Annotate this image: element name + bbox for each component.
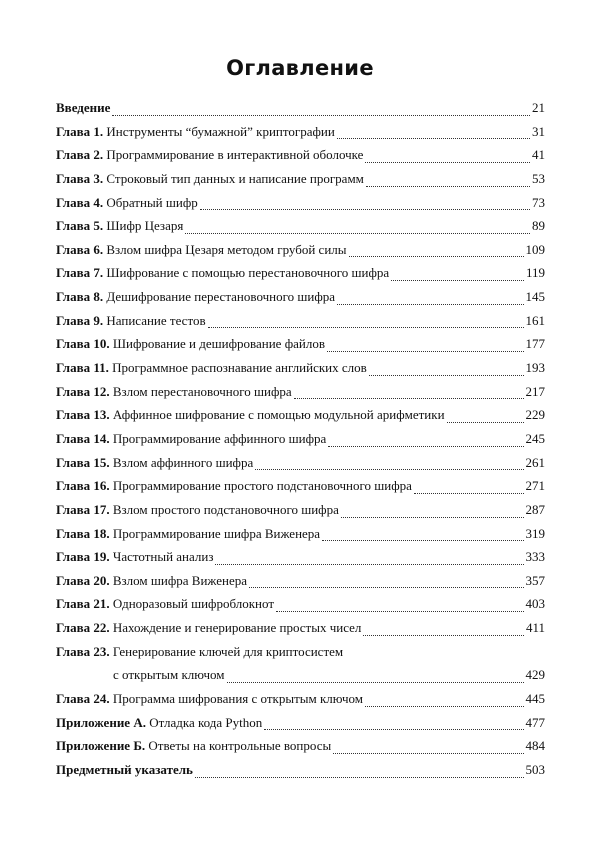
dot-leader bbox=[337, 138, 530, 139]
toc-entry-page: 109 bbox=[525, 241, 545, 257]
toc-entry-label bbox=[56, 356, 367, 380]
dot-leader bbox=[200, 209, 530, 210]
toc-entry-prefix: Глава 22. bbox=[56, 620, 110, 636]
toc-entry-prefix: Глава 1. bbox=[56, 123, 104, 139]
toc-entry-prefix: Глава 23. bbox=[56, 643, 110, 659]
dot-leader bbox=[363, 635, 524, 636]
toc-entry-prefix: Глава 8. bbox=[56, 289, 104, 305]
toc-entry-label bbox=[56, 285, 335, 309]
toc-entry[interactable] bbox=[56, 734, 545, 758]
toc-entry-title: Ответы на контрольные вопросы bbox=[148, 738, 332, 754]
toc-entry-label bbox=[56, 711, 262, 735]
toc-entry-page: 287 bbox=[525, 501, 545, 517]
toc-entry[interactable] bbox=[56, 616, 545, 640]
toc-entry[interactable] bbox=[56, 214, 545, 238]
toc-entry-prefix: Глава 16. bbox=[56, 478, 110, 494]
toc-entry-label bbox=[56, 592, 274, 616]
toc-entry-title: Генерирование ключей для криптосистем bbox=[112, 643, 344, 659]
toc-entry-page: 245 bbox=[525, 430, 545, 446]
dot-leader bbox=[322, 540, 523, 541]
toc-entry-prefix: Глава 12. bbox=[56, 383, 110, 399]
toc-entry-page: 217 bbox=[525, 383, 545, 399]
toc-entry-page: 445 bbox=[525, 691, 545, 707]
toc-entry-label bbox=[56, 380, 292, 404]
toc-entry-title: Инструменты “бумажной” криптографии bbox=[106, 123, 335, 139]
toc-entry-title: Взлом шифра Цезаря методом грубой силы bbox=[106, 241, 347, 257]
toc-entry[interactable] bbox=[56, 120, 545, 144]
toc-entry[interactable] bbox=[56, 191, 545, 215]
toc-entry-page: 177 bbox=[525, 336, 545, 352]
toc-entry[interactable] bbox=[56, 758, 545, 782]
dot-leader bbox=[447, 422, 524, 423]
toc-entry-page: 261 bbox=[525, 454, 545, 470]
toc-entry-page: 357 bbox=[525, 572, 545, 588]
toc-entry-title: Написание тестов bbox=[106, 312, 206, 328]
toc-entry-prefix: Глава 4. bbox=[56, 194, 104, 210]
toc-entry-title-continued: с открытым ключом bbox=[113, 667, 225, 683]
toc-entry[interactable] bbox=[56, 309, 545, 333]
toc-entry-page: 271 bbox=[525, 478, 545, 494]
toc-entry-label bbox=[56, 143, 363, 167]
toc-entry-prefix: Глава 3. bbox=[56, 170, 104, 186]
toc-entry-title: Программа шифрования с открытым ключом bbox=[112, 691, 364, 707]
toc-entry-page: 193 bbox=[525, 360, 545, 376]
toc-entry-page: 403 bbox=[525, 596, 545, 612]
toc-entry-page: 484 bbox=[525, 738, 545, 754]
toc-entry-page: 73 bbox=[532, 194, 545, 210]
toc-entry-label bbox=[56, 403, 445, 427]
toc-entry-prefix: Глава 17. bbox=[56, 501, 110, 517]
toc-entry-title: Взлом шифра Виженера bbox=[112, 572, 248, 588]
toc-entry-prefix: Глава 24. bbox=[56, 691, 110, 707]
dot-leader bbox=[294, 398, 524, 399]
toc-entry-page: 161 bbox=[525, 312, 545, 328]
toc-entry-prefix: Глава 15. bbox=[56, 454, 110, 470]
toc-entry[interactable] bbox=[56, 143, 545, 167]
toc-entry-label bbox=[56, 498, 339, 522]
dot-leader bbox=[276, 611, 523, 612]
toc-entry[interactable] bbox=[56, 451, 545, 475]
dot-leader bbox=[227, 682, 524, 683]
toc-entry-prefix: Введение bbox=[56, 100, 111, 115]
toc-entry[interactable] bbox=[56, 711, 545, 735]
toc-entry-label bbox=[56, 96, 110, 120]
toc-entry-page: 429 bbox=[525, 667, 545, 683]
toc-entry-label bbox=[56, 309, 206, 333]
toc-entry-label bbox=[56, 734, 331, 758]
toc-entry-page: 31 bbox=[532, 123, 545, 139]
page-title: Оглавление bbox=[226, 56, 374, 80]
dot-leader bbox=[208, 327, 524, 328]
toc-entry-prefix: Приложение Б. bbox=[56, 738, 146, 754]
dot-leader bbox=[349, 256, 524, 257]
toc-entry-title: Программирование в интерактивной оболочке bbox=[106, 147, 364, 163]
toc-entry-prefix: Глава 9. bbox=[56, 312, 104, 328]
toc-entry-prefix: Глава 11. bbox=[56, 360, 109, 376]
toc-entry[interactable] bbox=[56, 238, 545, 262]
toc-entry[interactable] bbox=[56, 474, 545, 498]
toc-entry-page: 319 bbox=[525, 525, 545, 541]
toc-list bbox=[56, 96, 545, 782]
toc-entry-label bbox=[56, 758, 193, 782]
toc-entry-page: 411 bbox=[525, 620, 545, 636]
toc-entry-label bbox=[56, 545, 213, 569]
toc-entry-prefix: Глава 18. bbox=[56, 525, 110, 541]
toc-entry-label bbox=[56, 616, 361, 640]
toc-entry-title: Шифрование с помощью перестановочного шифра bbox=[106, 265, 390, 281]
toc-entry[interactable] bbox=[56, 380, 545, 404]
toc-entry-title: Программное распознавание английских слов bbox=[112, 360, 367, 376]
toc-entry-label bbox=[56, 332, 325, 356]
toc-entry-prefix: Глава 6. bbox=[56, 241, 104, 257]
dot-leader bbox=[215, 564, 523, 565]
toc-entry-label bbox=[56, 474, 412, 498]
toc-entry-page: 53 bbox=[532, 170, 545, 186]
toc-entry-prefix: Глава 7. bbox=[56, 265, 104, 281]
toc-entry-label bbox=[56, 214, 183, 238]
toc-entry[interactable] bbox=[56, 522, 545, 546]
toc-entry-title: Программирование шифра Виженера bbox=[112, 525, 321, 541]
toc-entry-label bbox=[56, 569, 247, 593]
toc-entry-label bbox=[56, 120, 335, 144]
toc-entry-prefix: Глава 19. bbox=[56, 549, 110, 565]
toc-entry-label bbox=[56, 238, 347, 262]
toc-entry-label bbox=[56, 167, 364, 191]
toc-entry-label bbox=[56, 191, 198, 215]
dot-leader bbox=[414, 493, 524, 494]
toc-entry[interactable] bbox=[56, 545, 545, 569]
toc-entry-prefix: Предметный указатель bbox=[56, 761, 193, 777]
toc-entry-title: Частотный анализ bbox=[112, 549, 214, 565]
toc-entry-title: Нахождение и генерирование простых чисел bbox=[112, 620, 362, 636]
toc-entry[interactable] bbox=[56, 167, 545, 191]
toc-entry[interactable] bbox=[56, 498, 545, 522]
toc-entry[interactable] bbox=[56, 356, 545, 380]
toc-entry-page: 477 bbox=[525, 714, 545, 730]
toc-entry-prefix: Глава 2. bbox=[56, 147, 104, 163]
toc-entry-page: 89 bbox=[532, 218, 545, 234]
toc-entry-title: Обратный шифр bbox=[106, 194, 198, 210]
toc-entry-title: Шифр Цезаря bbox=[106, 218, 184, 234]
toc-entry-title: Строковый тип данных и написание программ bbox=[106, 170, 364, 186]
toc-entry-prefix: Глава 21. bbox=[56, 596, 110, 612]
toc-entry-page: 503 bbox=[525, 761, 545, 777]
dot-leader bbox=[365, 706, 523, 707]
toc-entry-title: Программирование простого подстановочного шифра bbox=[112, 478, 412, 494]
toc-entry[interactable] bbox=[56, 96, 545, 120]
toc-entry-page: 119 bbox=[525, 265, 545, 281]
dot-leader bbox=[333, 753, 523, 754]
toc-entry[interactable] bbox=[56, 427, 545, 451]
dot-leader bbox=[112, 115, 530, 116]
dot-leader bbox=[337, 304, 523, 305]
toc-entry[interactable] bbox=[56, 640, 545, 687]
dot-leader bbox=[327, 351, 524, 352]
dot-leader bbox=[366, 186, 530, 187]
toc-entry-prefix: Приложение А. bbox=[56, 714, 146, 730]
dot-leader bbox=[365, 162, 530, 163]
toc-entry[interactable] bbox=[56, 569, 545, 593]
toc-entry-prefix: Глава 20. bbox=[56, 572, 110, 588]
toc-entry-title: Одноразовый шифроблокнот bbox=[112, 596, 275, 612]
toc-entry[interactable] bbox=[56, 403, 545, 427]
toc-entry[interactable] bbox=[56, 687, 545, 711]
toc-entry-label bbox=[56, 261, 389, 285]
toc-entry-label bbox=[56, 640, 545, 687]
toc-entry-title: Взлом аффинного шифра bbox=[112, 454, 254, 470]
dot-leader bbox=[391, 280, 524, 281]
toc-entry-title: Взлом простого подстановочного шифра bbox=[112, 501, 339, 517]
toc-entry-prefix: Глава 13. bbox=[56, 407, 110, 423]
toc-entry-title: Взлом перестановочного шифра bbox=[112, 383, 292, 399]
dot-leader bbox=[255, 469, 523, 470]
toc-entry-title: Программирование аффинного шифра bbox=[112, 430, 327, 446]
toc-entry-page: 145 bbox=[525, 289, 545, 305]
toc-entry-page: 333 bbox=[525, 549, 545, 565]
dot-leader bbox=[195, 777, 524, 778]
toc-entry-label bbox=[56, 522, 320, 546]
toc-entry[interactable] bbox=[56, 261, 545, 285]
toc-entry-page: 21 bbox=[532, 100, 545, 115]
toc-entry[interactable] bbox=[56, 592, 545, 616]
toc-entry-page: 229 bbox=[525, 407, 545, 423]
toc-entry[interactable] bbox=[56, 285, 545, 309]
toc-entry-title: Аффинное шифрование с помощью модульной арифметики bbox=[112, 407, 445, 423]
dot-leader bbox=[369, 375, 524, 376]
dot-leader bbox=[264, 729, 523, 730]
toc-entry-prefix: Глава 14. bbox=[56, 430, 110, 446]
dot-leader bbox=[185, 233, 530, 234]
toc-entry-prefix: Глава 10. bbox=[56, 336, 110, 352]
dot-leader bbox=[341, 517, 524, 518]
dot-leader bbox=[328, 446, 523, 447]
toc-entry[interactable] bbox=[56, 332, 545, 356]
dot-leader bbox=[249, 587, 523, 588]
toc-entry-title: Отладка кода Python bbox=[149, 714, 263, 730]
toc-entry-title: Дешифрование перестановочного шифра bbox=[106, 289, 336, 305]
toc-entry-label bbox=[56, 687, 363, 711]
toc-entry-title: Шифрование и дешифрование файлов bbox=[112, 336, 325, 352]
toc-entry-label bbox=[56, 427, 326, 451]
toc-entry-prefix: Глава 5. bbox=[56, 218, 104, 234]
toc-entry-label bbox=[56, 451, 253, 475]
toc-entry-page: 41 bbox=[532, 147, 545, 163]
